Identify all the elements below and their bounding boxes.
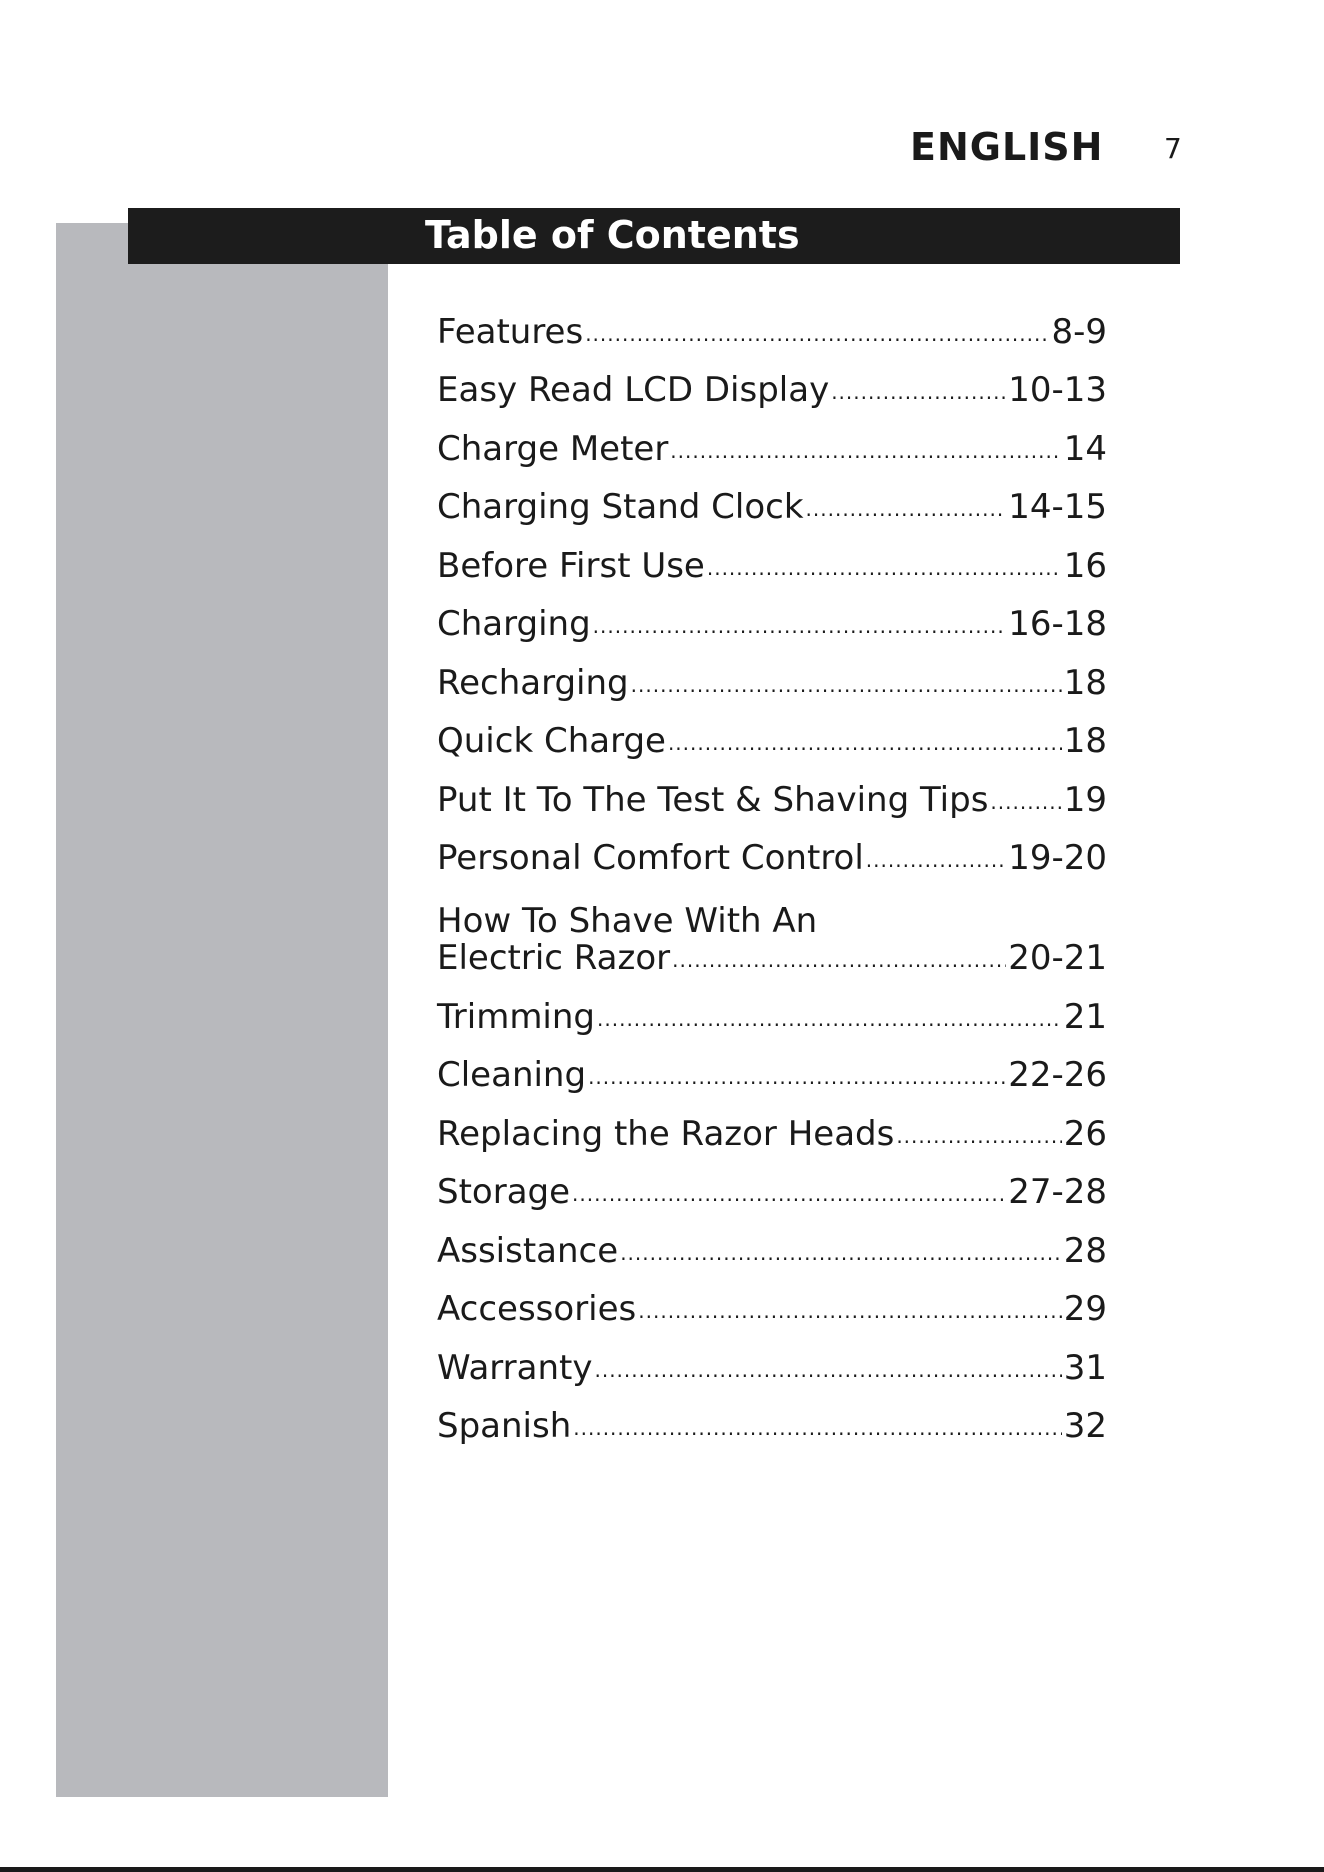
dot-leader — [896, 1117, 1061, 1151]
toc-entry-label: Accessories — [437, 1289, 637, 1329]
page-title: Table of Contents — [425, 213, 800, 257]
dot-leader — [585, 315, 1049, 349]
toc-entry-label: Charge Meter — [437, 428, 669, 469]
toc-entry-label: Recharging — [437, 662, 629, 703]
toc-entry-page: 16-18 — [1008, 604, 1107, 644]
toc-entry-accessories[interactable] — [437, 1268, 1107, 1327]
toc-entry-label-line2: Electric Razor — [437, 938, 671, 978]
toc-entry-label: Personal Comfort Control — [437, 838, 864, 878]
toc-entry-assistance[interactable] — [437, 1209, 1107, 1271]
toc-entry-page: 8-9 — [1051, 311, 1107, 352]
toc-entry-page: 32 — [1063, 1406, 1107, 1446]
toc-entry-page: 28 — [1063, 1230, 1107, 1271]
dot-leader — [672, 941, 1006, 975]
dot-leader — [707, 549, 1062, 583]
dot-leader — [668, 724, 1062, 758]
dot-leader — [594, 1351, 1061, 1385]
toc-entry-recharging[interactable] — [437, 641, 1107, 703]
toc-entry-page: 29 — [1063, 1289, 1107, 1329]
dot-leader — [631, 666, 1062, 700]
dot-leader — [638, 1292, 1061, 1326]
toc-entry-shaving-tips[interactable] — [437, 758, 1107, 820]
toc-entry-label-line1: How To Shave With An — [437, 901, 818, 941]
dot-leader — [593, 607, 1007, 641]
toc-entry-page: 21 — [1063, 996, 1107, 1037]
toc-entry-page: 19-20 — [1008, 838, 1107, 878]
toc-entry-page: 14-15 — [1008, 487, 1107, 527]
dot-leader — [990, 783, 1061, 817]
toc-entry-page: 26 — [1063, 1113, 1107, 1154]
toc-entry-how-to-shave[interactable] — [437, 875, 1107, 978]
dot-leader — [572, 1175, 1006, 1209]
toc-entry-label: Spanish — [437, 1406, 572, 1446]
dot-leader — [620, 1234, 1062, 1268]
dot-leader — [866, 841, 1006, 875]
toc-entry-page: 27-28 — [1008, 1172, 1107, 1212]
toc-entry-page: 20-21 — [1008, 938, 1107, 978]
toc-entry-label: Assistance — [437, 1230, 619, 1271]
dot-leader — [670, 432, 1061, 466]
bottom-rule — [0, 1867, 1324, 1872]
toc-entry-page: 16 — [1063, 545, 1107, 586]
toc-entry-spanish[interactable] — [437, 1385, 1107, 1444]
toc-entry-label: Features — [437, 311, 584, 352]
toc-entry-page: 10-13 — [1008, 370, 1107, 410]
toc-entry-charge-meter[interactable] — [437, 407, 1107, 469]
toc-entry-cleaning[interactable] — [437, 1034, 1107, 1093]
toc-entry-warranty[interactable] — [437, 1326, 1107, 1388]
toc-entry-label: Storage — [437, 1172, 571, 1212]
toc-entry-page: 19 — [1063, 779, 1107, 820]
toc-entry-charging[interactable] — [437, 583, 1107, 642]
toc-entry-replacing-heads[interactable] — [437, 1092, 1107, 1154]
toc-entry-lcd-display[interactable] — [437, 349, 1107, 408]
toc-entry-label: Put It To The Test & Shaving Tips — [437, 779, 989, 820]
toc-entry-label: Easy Read LCD Display — [437, 370, 830, 410]
toc-entry-label: Trimming — [437, 996, 596, 1037]
toc-entry-page: 18 — [1063, 721, 1107, 761]
toc-entry-label: Warranty — [437, 1347, 593, 1388]
language-label: ENGLISH — [910, 125, 1104, 169]
toc-entry-page: 22-26 — [1008, 1055, 1107, 1095]
toc-entry-page: 31 — [1063, 1347, 1107, 1388]
toc-entry-features[interactable] — [437, 290, 1107, 352]
title-bar — [128, 208, 1180, 264]
toc-entry-before-first-use[interactable] — [437, 524, 1107, 586]
toc-entry-storage[interactable] — [437, 1151, 1107, 1210]
toc-entry-page: 14 — [1063, 428, 1107, 469]
toc-entry-label: Quick Charge — [437, 721, 666, 761]
toc-entry-label: Cleaning — [437, 1055, 587, 1095]
toc-entry-label: Charging — [437, 604, 591, 644]
dot-leader — [588, 1058, 1006, 1092]
toc-entry-page: 18 — [1063, 662, 1107, 703]
page-header — [900, 118, 1190, 178]
toc-entry-charging-stand-clock[interactable] — [437, 466, 1107, 525]
dot-leader — [597, 1000, 1062, 1034]
dot-leader — [806, 490, 1007, 524]
dot-leader — [573, 1409, 1061, 1443]
toc-entry-label: Before First Use — [437, 545, 705, 586]
toc-entry-quick-charge[interactable] — [437, 700, 1107, 759]
toc-entry-trimming[interactable] — [437, 975, 1107, 1037]
toc-entry-comfort-control[interactable] — [437, 817, 1107, 876]
table-of-contents — [437, 290, 1107, 1446]
toc-entry-label: Charging Stand Clock — [437, 487, 804, 527]
page-number: 7 — [1164, 132, 1182, 165]
toc-entry-label: Replacing the Razor Heads — [437, 1113, 895, 1154]
side-gray-band — [56, 223, 388, 1797]
dot-leader — [831, 373, 1006, 407]
